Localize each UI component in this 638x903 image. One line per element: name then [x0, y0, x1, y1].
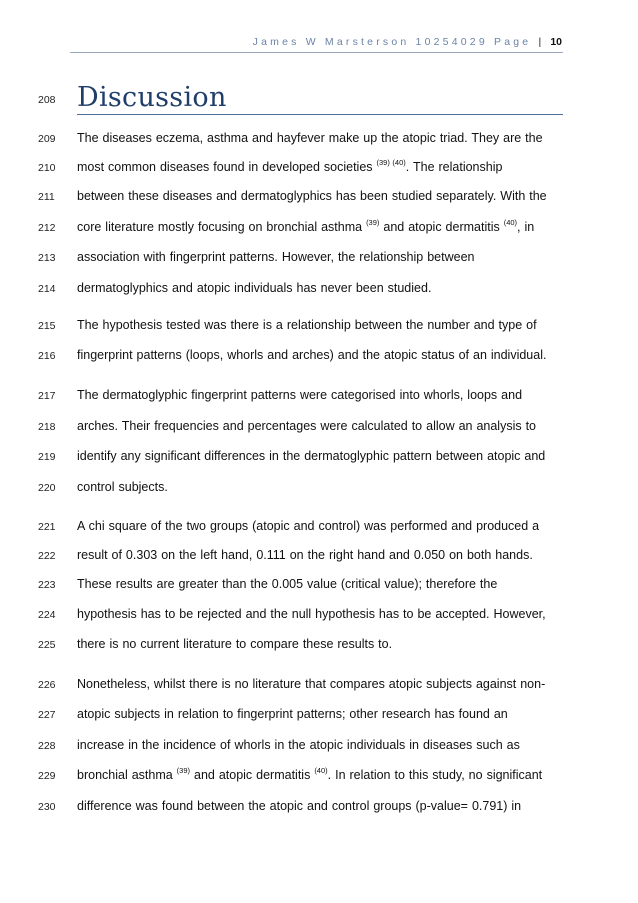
text-line — [77, 189, 567, 203]
text-line — [77, 707, 567, 721]
header-separator: | — [538, 36, 542, 48]
text-segment: association with fingerprint patterns. However, the relationship between — [77, 250, 475, 264]
text-line — [77, 577, 567, 591]
line-number: 215 — [38, 320, 56, 332]
text-line — [77, 318, 567, 332]
text-segment: Nonetheless, whilst there is no literature that compares atopic subjects against non- — [77, 677, 546, 691]
text-line — [77, 131, 567, 145]
text-segment: . In relation to this study, no significant — [327, 768, 543, 782]
text-segment: and atopic dermatitis — [379, 220, 504, 234]
text-segment: arches. Their frequencies and percentages were calculated to allow an analysis to — [77, 419, 537, 433]
text-segment: The dermatoglyphic fingerprint patterns were categorised into whorls, loops and — [77, 388, 523, 402]
line-number: 222 — [38, 550, 56, 562]
text-line — [77, 348, 567, 362]
text-line — [77, 637, 567, 651]
text-segment: core literature mostly focusing on bronchial asthma — [77, 220, 367, 234]
citation-reference: (40) — [314, 766, 328, 775]
line-number: 230 — [38, 801, 56, 813]
line-number: 218 — [38, 421, 56, 433]
text-line — [77, 388, 567, 402]
text-segment: increase in the incidence of whorls in the atopic individuals in diseases such as — [77, 738, 520, 752]
line-number: 220 — [38, 482, 56, 494]
text-line — [77, 799, 567, 813]
text-segment: The hypothesis tested was there is a relationship between the number and type of — [77, 318, 537, 332]
text-line — [77, 738, 567, 752]
text-segment: between these diseases and dermatoglyphics has been studied separately. With the — [77, 189, 547, 203]
text-segment: result of 0.303 on the left hand, 0.111 on the right hand and 0.050 on both hands. — [77, 548, 533, 562]
text-line — [77, 160, 567, 174]
line-number: 214 — [38, 283, 56, 295]
line-number: 228 — [38, 740, 56, 752]
heading-rule — [77, 114, 563, 115]
text-line — [77, 480, 567, 494]
text-segment: fingerprint patterns (loops, whorls and arches) and the atopic status of an individual. — [77, 348, 547, 362]
text-segment: bronchial asthma — [77, 768, 177, 782]
line-number: 216 — [38, 350, 56, 362]
text-segment: difference was found between the atopic and control groups (p-value= 0.791) in — [77, 799, 522, 813]
text-line — [77, 250, 567, 264]
header-rule — [70, 52, 563, 53]
text-segment: . The relationship — [405, 160, 503, 174]
text-line — [77, 607, 567, 621]
line-number: 209 — [38, 133, 56, 145]
citation-reference: (39) — [176, 766, 191, 775]
citation-reference: (39) — [366, 218, 380, 227]
text-segment: A chi square of the two groups (atopic and control) was performed and produced a — [77, 519, 540, 533]
text-segment: atopic subjects in relation to fingerprint patterns; other research has found an — [77, 707, 508, 721]
section-heading: Discussion — [77, 82, 227, 113]
text-segment: and atopic dermatitis — [190, 768, 315, 782]
text-segment: there is no current literature to compare these results to. — [77, 637, 393, 651]
text-line — [77, 220, 567, 234]
page-header — [253, 36, 562, 48]
text-line — [77, 281, 567, 295]
citation-reference: (40) — [503, 218, 518, 227]
line-number: 212 — [38, 222, 56, 234]
text-line — [77, 519, 567, 533]
text-segment: most common diseases found in developed societies — [77, 160, 377, 174]
text-segment: hypothesis has to be rejected and the null hypothesis has to be accepted. However, — [77, 607, 546, 621]
line-number: 223 — [38, 579, 56, 591]
header-author-id: James W Marsterson 10254029 Page — [252, 36, 532, 48]
text-segment: control subjects. — [77, 480, 168, 494]
line-number: 208 — [38, 94, 56, 106]
line-number: 226 — [38, 679, 56, 691]
text-line — [77, 768, 567, 782]
header-page-number: 10 — [550, 36, 562, 48]
line-number: 213 — [38, 252, 56, 264]
text-segment: dermatoglyphics and atopic individuals has never been studied. — [77, 281, 432, 295]
line-number: 224 — [38, 609, 56, 621]
line-number: 225 — [38, 639, 56, 651]
text-segment: These results are greater than the 0.005 value (critical value); therefore the — [77, 577, 498, 591]
citation-reference: (39) (40) — [376, 158, 406, 167]
text-segment: , in — [517, 220, 535, 234]
line-number: 217 — [38, 390, 56, 402]
text-segment: The diseases eczema, asthma and hayfever make up the atopic triad. They are the — [77, 131, 543, 145]
text-line — [77, 449, 567, 463]
line-number: 210 — [38, 162, 56, 174]
line-number: 219 — [38, 451, 56, 463]
line-number: 221 — [38, 521, 56, 533]
line-number: 211 — [38, 191, 55, 203]
text-line — [77, 677, 567, 691]
text-line — [77, 419, 567, 433]
text-segment: identify any significant differences in the dermatoglyphic pattern between atopic and — [77, 449, 546, 463]
line-number: 227 — [38, 709, 56, 721]
line-number: 229 — [38, 770, 56, 782]
text-line — [77, 548, 567, 562]
